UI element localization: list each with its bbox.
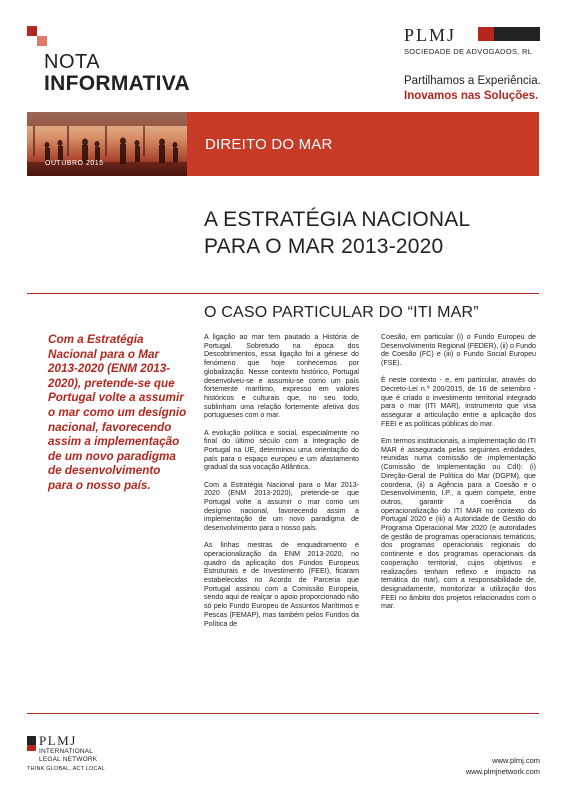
footer-network-line2: LEGAL NETWORK: [39, 756, 98, 763]
plmj-logo-text: PLMJ: [404, 25, 457, 45]
footer-logo-mark-red: [27, 745, 36, 751]
plmj-logo-bar: [478, 27, 540, 41]
footer-tagline: THINK GLOBAL, ACT LOCAL: [27, 766, 105, 772]
slogan-line1: Partilhamos a Experiência.: [404, 75, 541, 87]
doc-type-line2: INFORMATIVA: [44, 72, 191, 95]
divider-top: [27, 293, 539, 294]
brand-square-light: [37, 36, 47, 46]
paragraph: Em termos institucionais, a implementação do ITI MAR é assegurada pelas seguintes entidades, reunidas numa comissão de implementação (Comissão de Implementação ou CdI): (i) Direção-Geral de Política do Mar (DGPM), que coordena, (ii) a Agência para a Coesão e o Desenvolvimento, I.P., a quem compete, entre outros, garantir a coerência da operacionalização do ITI MAR no contexto do Portugal 2020 e (iii) a Autoridade de Gestão do Programa Operacional Mar 2020 (e autoridades de gestão de programas operacionais temáticos, dos programas operacionais regionais do continente e dos programas operacionais da cooperação territorial, cujos objetivos e realizações tenham reflexo e impacto na temática do mar), com a responsabilidade de, designadamente, monitorizar a utilização dos FEEI no âmbito dos projetos relacionados com o mar.: [381, 437, 536, 611]
pull-quote: Com a Estratégia Nacional para o Mar 2013-2020 (ENM 2013-2020), pretende-se que Portugal volte a assumir o mar como um desígnio nacional, favorecendo assim a implementação de um novo paradigma de desenvolvimento para o nosso país.: [48, 333, 187, 492]
issue-date: OUTUBRO 2015: [45, 160, 104, 167]
doc-type-line1: NOTA: [44, 51, 101, 73]
body-column-1: [204, 333, 359, 637]
website-link[interactable]: www.plmj.com: [492, 756, 540, 765]
footer-network-line1: INTERNATIONAL: [39, 748, 94, 755]
brand-square-dark: [27, 26, 37, 36]
slogan-line2: Inovamos nas Soluções.: [404, 90, 539, 102]
footer-logo-mark: [27, 736, 36, 745]
paragraph: É neste contexto - e, em particular, através do Decreto-Lei n.º 200/2015, de 16 de setembro - que é criado o investimento territorial integrado para o mar (ITI MAR), instrumento que visa assegurar a articulação entre a aplicação dos FEEI e as políticas públicas do mar.: [381, 376, 536, 428]
article-title-line2: PARA O MAR 2013-2020: [204, 235, 444, 258]
body-column-2: [381, 333, 536, 620]
paragraph: Com a Estratégia Nacional para o Mar 2013-2020 (ENM 2013-2020), pretende-se que Portugal volte a assumir o mar como um desígnio nacional, favorecendo assim a implementação de um novo paradigma de desenvolvimento para o nosso país.: [204, 480, 359, 533]
network-website-link[interactable]: www.plmjnetwork.com: [465, 767, 540, 776]
paragraph: A ligação ao mar tem pautado a História de Portugal. Sobretudo na época dos Descobrimentos, essa ligação foi a génese do fenómeno que hoje conhecemos por globalização. Nesse contexto histórico, Portugal desenvolveu-se e assumiu-se como um país fortemente marítimo, expresso em valores históricos e culturais que, no seu todo, sublinham uma relação fortemente afetiva dos portugueses com o mar.: [204, 333, 359, 420]
article-subheading: O CASO PARTICULAR DO “ITI MAR”: [204, 304, 479, 321]
section-title: DIREITO DO MAR: [205, 136, 333, 153]
article-title-line1: A ESTRATÉGIA NACIONAL: [204, 208, 471, 231]
paragraph: Coesão, em particular (i) o Fundo Europeu de Desenvolvimento Regional (FEDER), (ii) o Fundo de Coesão (FC) e (iii) o Fundo Social Europeu (FSE).: [381, 333, 536, 368]
paragraph: As linhas mestras de enquadramento e operacionalização da ENM 2013-2020, no quadro da aplicação dos Fundos Europeus Estruturais e de Investimento (FEEI), ficaram estabelecidas no Acordo de Parceria que Portugal assinou com a Comissão Europeia, sendo aqui de realçar o apoio proporcionado não só pelo Fundo Europeu de Assuntos Marítimos e Pescas (FEMAP), mas também pelos Fundos da Política de: [204, 541, 359, 628]
paragraph: A evolução política e social, especialmente no final do último século com a integração de Portugal na UE, determinou uma orientação do país para o espaço europeu e um afastamento gradual da sua vocação Atlântica.: [204, 428, 359, 472]
divider-bottom: [27, 713, 539, 714]
logo-subtitle: SOCIEDADE DE ADVOGADOS, RL: [404, 47, 533, 56]
footer-logo-text: PLMJ: [39, 733, 77, 748]
